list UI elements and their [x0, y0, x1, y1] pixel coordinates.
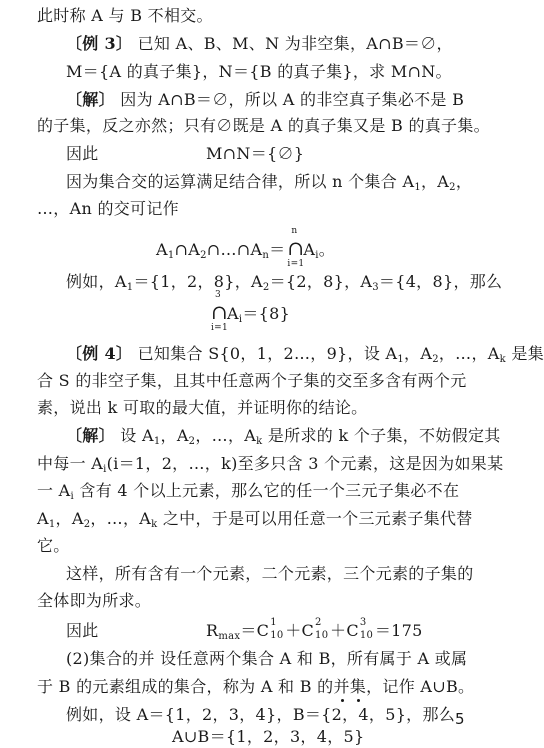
text-seg: ，	[455, 172, 473, 191]
text-seg: ，A	[421, 172, 450, 191]
text-seg: 已知集合 S{0，1，2…，9}，设 A	[132, 344, 398, 363]
text-line	[37, 456, 503, 475]
text-line: 因此	[66, 621, 99, 640]
text-line	[66, 174, 472, 193]
subscript: k	[499, 354, 507, 365]
f-seg: R	[206, 621, 219, 640]
solution-tag: 〔解〕	[66, 426, 115, 445]
subscript: i	[70, 491, 75, 502]
op-lower-limit: i=1	[211, 323, 229, 333]
big-intersection-op	[287, 226, 305, 269]
text-line: 因此	[66, 144, 99, 163]
emphasized-term	[350, 677, 366, 696]
subscript: 3	[372, 282, 379, 293]
f-seg: A	[156, 240, 168, 259]
section-heading-union: (2)集合的并 设任意两个集合 A 和 B，所有属于 A 或属	[66, 649, 468, 668]
f-seg: ＝C	[240, 621, 270, 640]
f-seg: ＝175	[374, 621, 423, 640]
text-seg: (i＝1，2，…，k)至多只含 3 个元素，这是因为如果某	[106, 454, 504, 473]
text-seg: 是集	[506, 344, 544, 363]
emphasized-term	[334, 677, 350, 696]
formula-intersection-empty: M∩N＝{∅}	[206, 144, 305, 163]
example-3-line	[66, 36, 453, 52]
text-seg: ＝{4，8}，那么	[378, 272, 503, 291]
op-upper-limit: n	[291, 226, 298, 236]
subscript: k	[151, 519, 158, 530]
text-seg: ，记作 A∪B。	[366, 677, 475, 696]
text-seg: 中每一 A	[37, 454, 104, 473]
subscript: 1	[167, 250, 175, 261]
text-line: 合 S 的非空子集，且其中任意两个子集的交至多含有两个元	[37, 371, 467, 390]
solution-line	[66, 92, 464, 108]
example-3-text: 已知 A、B、M、N 为非空集，A∩B＝∅，	[132, 34, 453, 53]
example-4-tag: 〔例 4〕	[66, 344, 133, 363]
f-seg: A	[227, 304, 239, 323]
emphasis-dot	[357, 699, 360, 702]
subscript: 2	[188, 436, 196, 447]
text-line: 素，说出 k 可取的最大值，并证明你的结论。	[37, 398, 368, 417]
text-line: 例如，设 A＝{1，2，3，4}，B＝{2，4，5}，那么	[66, 705, 456, 724]
formula-example-intersection	[209, 290, 291, 333]
subscript: 2	[432, 354, 439, 365]
text-line: …，An 的交可记作	[37, 199, 179, 218]
subscript: 10	[315, 629, 329, 641]
emphasis-dot	[341, 699, 344, 702]
example-3-tag: 〔例 3〕	[66, 34, 133, 53]
subscript: n	[262, 250, 270, 261]
text-seg: ，…，A	[195, 426, 257, 445]
text-seg: ，A	[404, 344, 433, 363]
superscript: 3	[359, 616, 367, 628]
emph-char: 集	[349, 677, 367, 696]
subscript: 2	[200, 250, 207, 261]
f-seg: ＝{8}	[242, 304, 291, 323]
binomial-index	[359, 616, 375, 641]
formula-union: A∪B＝{1，2，3，4，5}	[172, 727, 365, 746]
f-seg: 。	[318, 240, 336, 259]
op-symbol: ∩	[211, 300, 229, 324]
text-seg: ＝{1，2，8}，A	[133, 272, 263, 291]
text-seg: ，…，A	[438, 344, 500, 363]
text-seg: 之中，于是可以用任意一个三元素子集代替	[157, 509, 473, 528]
solution-text: 因为 A∩B＝∅，所以 A 的非空真子集必不是 B	[114, 90, 465, 109]
formula-intersection-n	[156, 226, 336, 269]
subscript: max	[218, 631, 241, 642]
op-symbol: ∩	[287, 236, 305, 260]
text-seg: ，A	[160, 426, 189, 445]
text-seg: ，…，A	[90, 509, 152, 528]
subscript: i	[103, 464, 107, 475]
text-line	[37, 679, 474, 695]
big-intersection-op	[211, 290, 229, 333]
text-seg: 例如，A	[66, 272, 127, 291]
page-number: 5	[455, 710, 465, 728]
subscript: 1	[48, 519, 56, 530]
op-upper-limit: 3	[214, 290, 222, 300]
text-line: M＝{A 的真子集}，N＝{B 的真子集}，求 M∩N。	[66, 62, 452, 81]
text-seg: 因为集合交的运算满足结合律，所以 n 个集合 A	[66, 172, 415, 191]
subscript: 10	[270, 629, 284, 641]
subscript: i	[315, 250, 319, 261]
subscript: 1	[126, 282, 134, 293]
text-line: 此时称 A 与 B 不相交。	[37, 6, 213, 25]
subscript: k	[256, 436, 263, 447]
binomial-index	[314, 616, 330, 641]
text-seg: 设 A	[114, 426, 154, 445]
subscript: 2	[262, 282, 270, 293]
emph-char: 并	[333, 677, 350, 696]
subscript: 1	[397, 354, 405, 365]
superscript: 1	[270, 616, 277, 628]
text-line: 全体即为所求。	[37, 591, 152, 610]
text-line	[66, 274, 502, 293]
superscript: 2	[315, 616, 322, 628]
subscript: 2	[83, 519, 91, 530]
subscript: 2	[449, 182, 456, 193]
solution-tag: 〔解〕	[66, 90, 115, 109]
f-seg: A	[303, 240, 316, 259]
text-seg: 一 A	[37, 481, 71, 500]
f-seg: ＋C	[330, 621, 359, 640]
f-seg: ∩A	[174, 240, 201, 259]
f-seg: ∩…∩A	[206, 240, 263, 259]
text-line	[37, 511, 473, 530]
binomial-index	[269, 616, 285, 641]
op-lower-limit: i=1	[287, 259, 305, 269]
text-line: 的子集，反之亦然；只有∅既是 A 的真子集又是 B 的真子集。	[37, 116, 490, 135]
example-4-line	[66, 346, 544, 365]
text-seg: ＝{2，8}，A	[269, 272, 373, 291]
text-seg: 于 B 的元素组成的集合，称为 A 和 B 的	[37, 677, 334, 696]
text-line	[37, 483, 459, 502]
subscript: 1	[414, 182, 421, 193]
formula-rmax	[206, 616, 423, 642]
text-seg: ，A	[55, 509, 84, 528]
solution-line	[66, 428, 501, 447]
text-seg: 含有 4 个以上元素，那么它的任一个三元子集必不在	[74, 481, 460, 500]
f-seg: ＝	[269, 240, 286, 259]
text-seg: 是所求的 k 个子集，不妨假定其	[262, 426, 501, 445]
subscript: 10	[359, 629, 374, 641]
subscript: 1	[153, 436, 161, 447]
f-seg: ＋C	[285, 621, 315, 640]
subscript: i	[238, 314, 243, 325]
text-line: 它。	[37, 536, 70, 555]
text-line: 这样，所有含有一个元素，二个元素，三个元素的子集的	[66, 564, 474, 583]
text-seg: A	[37, 509, 49, 528]
